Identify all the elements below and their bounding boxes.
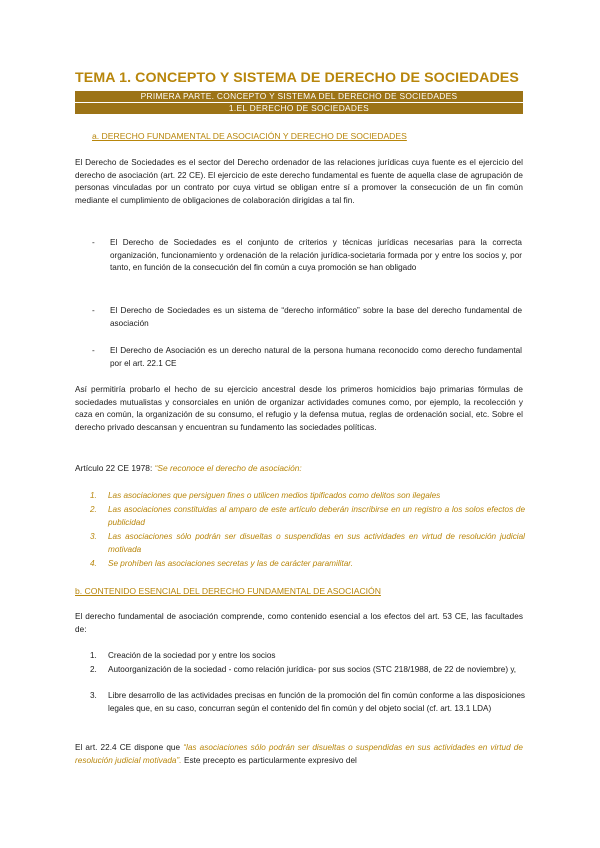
part-heading-band: PRIMERA PARTE. CONCEPTO Y SISTEMA DEL DERECHO DE SOCIEDADES: [75, 91, 523, 102]
paragraph-intro: El Derecho de Sociedades es el sector del Derecho ordenador de las relaciones jurídicas cuya fuente es el ejercicio del derecho de asociación (art. 22 CE). El ejercicio de este derecho fundamental es fuente de aquella clase de agrupación de personas vinculadas por un contrato por cuya virtud se obligan entre sí a promover la consecución de un fin común mediante el cumplimiento de obligaciones de colaboración dirigidas a tal fin.: [75, 158, 523, 205]
bullet-dash: -: [92, 346, 95, 355]
chapter-heading-band: 1.EL DERECHO DE SOCIEDADES: [75, 103, 523, 114]
article-item-number: 1.: [90, 491, 97, 500]
article-22-line: [75, 463, 302, 473]
article-item-text: Las asociaciones sólo podrán ser disueltas o suspendidas en sus actividades en virtud de resolución judicial motivada: [108, 532, 525, 554]
paragraph-article-22-4: [75, 742, 523, 767]
bullet-text: El Derecho de Sociedades es el conjunto de criterios y técnicas jurídicas necesarias para la correcta organización, funcionamiento y ordenación de la relación jurídica-societaria formada por y entre los socios y, por tanto, en función de la consecución del fin común a cuya promoción se han obligado: [110, 238, 522, 273]
paragraph-history: Así permitiría probarlo el hecho de su ejercicio ancestral desde los primeros homicidios bajo primarias fórmulas de sociedades mutualistas y consorciales en unión de organizar actividades comunes como, por ejemplo, la recolección y caza en común, la organización de su consumo, el refugio y la defensa mutua, reglas de ordenación social, etc. Sobre el derecho privado descansan y encuentran su fundamento las sociedades políticas.: [75, 385, 523, 432]
section-b-heading: b. CONTENIDO ESENCIAL DEL DERECHO FUNDAMENTAL DE ASOCIACIÓN: [75, 586, 381, 596]
faculty-item-number: 1.: [90, 651, 97, 660]
article-item-number: 3.: [90, 532, 97, 541]
article-item-number: 4.: [90, 559, 97, 568]
para4-tail: Este precepto es particularmente expresivo del: [181, 755, 357, 765]
article-item-number: 2.: [90, 505, 97, 514]
article-item-text: Se prohíben las asociaciones secretas y las de carácter paramilitar.: [108, 559, 353, 568]
article-quote: “Se reconoce el derecho de asociación:: [154, 463, 302, 473]
para4-quote: “las asociaciones sólo podrán ser disueltas o suspendidas en sus actividades en virtud de resolución judicial motivada”.: [75, 743, 523, 765]
faculty-item-text: Autoorganización de la sociedad - como relación jurídica- por sus socios (STC 218/1988, de 22 de noviembre) y,: [108, 665, 517, 674]
paragraph-content: El derecho fundamental de asociación comprende, como contenido esencial a los efectos del art. 53 CE, las facultades de:: [75, 612, 523, 634]
document-title: TEMA 1. CONCEPTO Y SISTEMA DE DERECHO DE SOCIEDADES: [75, 70, 519, 86]
faculty-item-number: 2.: [90, 665, 97, 674]
bullet-text: El Derecho de Asociación es un derecho natural de la persona humana reconocido como derecho fundamental por el art. 22.1 CE: [110, 346, 522, 368]
bullet-dash: -: [92, 238, 95, 247]
faculty-item-number: 3.: [90, 691, 97, 700]
faculty-item-text: Creación de la sociedad por y entre los socios: [108, 651, 276, 660]
section-a-heading: a. DERECHO FUNDAMENTAL DE ASOCIACIÓN Y DERECHO DE SOCIEDADES: [92, 131, 407, 141]
faculty-item-text: Libre desarrollo de las actividades precisas en función de la promoción del fin común conforme a las disposiciones legales que, en su caso, concurran según el contenido del fin común y del objeto social (cf. art. 13.1 LDA): [108, 691, 525, 713]
article-label: Artículo 22 CE 1978:: [75, 463, 155, 473]
article-item-text: Las asociaciones que persiguen fines o utilicen medios tipificados como delitos son ilegales: [108, 491, 441, 500]
bullet-dash: -: [92, 306, 95, 315]
para4-lead: El art. 22.4 CE dispone que: [75, 743, 184, 752]
bullet-text: El Derecho de Sociedades es un sistema de “derecho informático” sobre la base del derecho fundamental de asociación: [110, 306, 522, 328]
article-item-text: Las asociaciones constituidas al amparo de este artículo deberán inscribirse en un registro a los solos efectos de publicidad: [108, 505, 525, 527]
